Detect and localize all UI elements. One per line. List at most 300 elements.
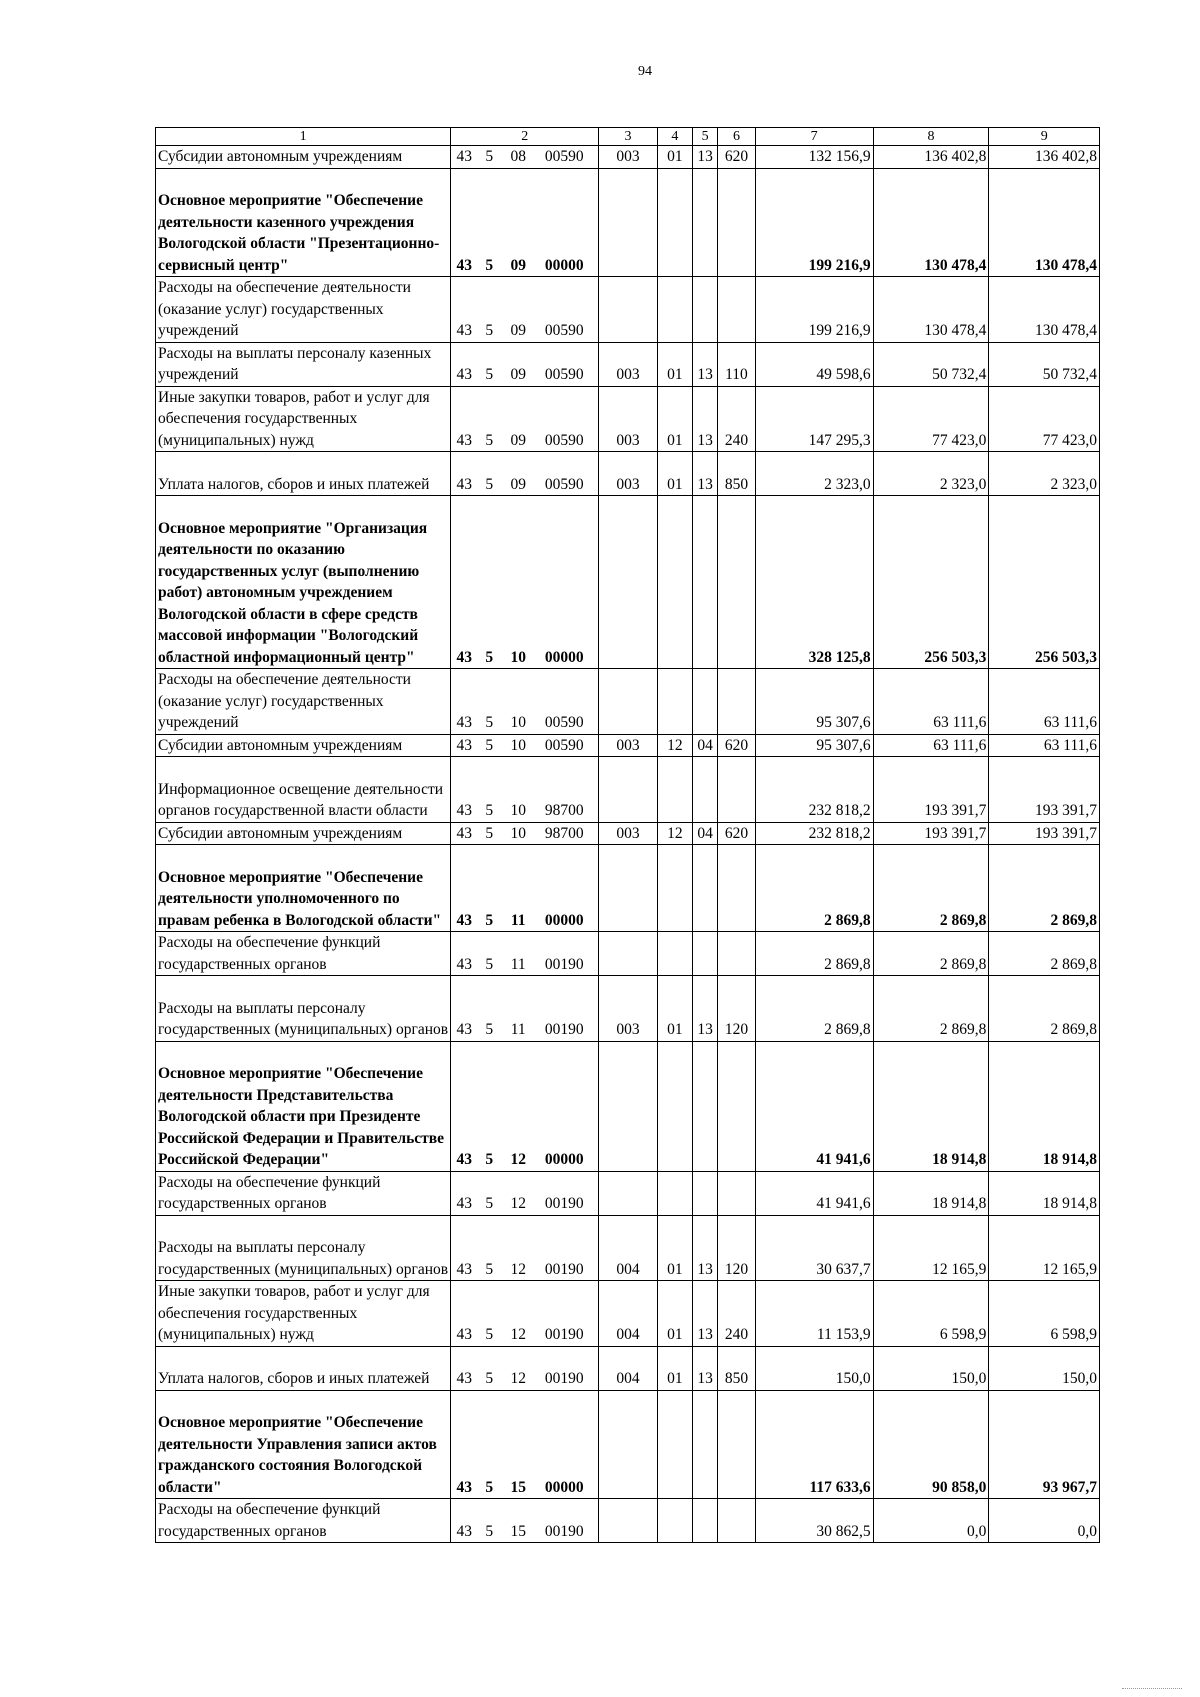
amount-col9: 63 111,6 — [989, 669, 1100, 735]
amount-col7: 132 156,9 — [755, 146, 873, 169]
amount-col9: 18 914,8 — [989, 1041, 1100, 1171]
header-cell: 6 — [718, 128, 756, 146]
amount-col8: 193 391,7 — [873, 757, 989, 823]
amount-col9: 12 165,9 — [989, 1215, 1100, 1281]
col4-cell: 01 — [657, 1215, 692, 1281]
code-part: 5 — [485, 824, 494, 842]
col5-cell: 13 — [693, 976, 718, 1042]
amount-col7: 147 295,3 — [755, 386, 873, 452]
row-name-cell: Субсидии автономным учреждениям — [156, 146, 451, 169]
col6-cell: 850 — [718, 1346, 756, 1390]
row-name-cell: Расходы на обеспечение функций государственных органов — [156, 1499, 451, 1543]
code-cell — [451, 1281, 599, 1347]
col3-cell — [599, 1499, 657, 1543]
col6-cell — [718, 669, 756, 735]
code-part: 5 — [485, 1326, 494, 1343]
header-cell: 9 — [989, 128, 1100, 146]
code-parts — [451, 1477, 598, 1499]
table-row — [156, 845, 1100, 932]
row-name-cell: Расходы на выплаты персоналу государственных (муниципальных) органов — [156, 1215, 451, 1281]
row-name-cell: Основное мероприятие "Обеспечение деятельности казенного учреждения Вологодской области "Презентационно-сервисный центр" — [156, 168, 451, 277]
code-cell — [451, 1390, 599, 1499]
col5-cell: 04 — [693, 734, 718, 757]
code-part: 10 — [510, 736, 526, 754]
col5-cell — [693, 168, 718, 277]
amount-col7: 30 637,7 — [755, 1215, 873, 1281]
amount-col7: 11 153,9 — [755, 1281, 873, 1347]
code-parts — [451, 364, 598, 386]
code-part: 43 — [456, 1326, 472, 1343]
col5-cell — [693, 1041, 718, 1171]
col3-cell: 003 — [599, 822, 657, 845]
code-part: 43 — [456, 802, 472, 819]
col4-cell — [657, 932, 692, 976]
code-part: 43 — [456, 148, 472, 165]
amount-col9: 63 111,6 — [989, 734, 1100, 757]
col3-cell: 004 — [599, 1281, 657, 1347]
col5-cell — [693, 669, 718, 735]
col4-cell: 01 — [657, 976, 692, 1042]
code-part: 5 — [485, 1021, 494, 1038]
row-name-cell: Расходы на обеспечение деятельности (оказание услуг) государственных учреждений — [156, 669, 451, 735]
amount-col7: 30 862,5 — [755, 1499, 873, 1543]
amount-col9: 193 391,7 — [989, 757, 1100, 823]
header-cell: 1 — [156, 128, 451, 146]
code-part: 43 — [456, 431, 472, 449]
code-part: 00190 — [544, 955, 584, 973]
table-row — [156, 1346, 1100, 1390]
code-cell — [451, 1041, 599, 1171]
code-cell — [451, 1346, 599, 1390]
col4-cell: 01 — [657, 452, 692, 496]
code-part: 00190 — [544, 1195, 584, 1212]
code-cell — [451, 845, 599, 932]
code-part: 5 — [485, 256, 494, 274]
amount-col7: 199 216,9 — [755, 168, 873, 277]
code-part: 43 — [456, 322, 472, 339]
col3-cell: 003 — [599, 342, 657, 386]
amount-col7: 95 307,6 — [755, 669, 873, 735]
code-part: 43 — [456, 1260, 472, 1278]
col5-cell — [693, 496, 718, 669]
amount-col9: 2 323,0 — [989, 452, 1100, 496]
code-part: 00590 — [544, 475, 584, 493]
col5-cell: 13 — [693, 1281, 718, 1347]
col6-cell — [718, 932, 756, 976]
code-parts — [451, 910, 598, 932]
code-part: 5 — [485, 1195, 494, 1212]
table-row — [156, 669, 1100, 735]
amount-col8: 2 869,8 — [873, 976, 989, 1042]
code-part: 11 — [510, 1021, 526, 1038]
code-part: 5 — [485, 802, 494, 819]
col6-cell — [718, 845, 756, 932]
col4-cell — [657, 1041, 692, 1171]
code-part: 12 — [510, 1260, 526, 1278]
col6-cell — [718, 757, 756, 823]
table-row — [156, 757, 1100, 823]
col3-cell: 003 — [599, 976, 657, 1042]
col5-cell: 04 — [693, 822, 718, 845]
row-name-cell: Уплата налогов, сборов и иных платежей — [156, 452, 451, 496]
col6-cell: 620 — [718, 146, 756, 169]
table-row — [156, 1499, 1100, 1543]
code-part: 5 — [485, 955, 494, 973]
header-cell: 2 — [451, 128, 599, 146]
code-part: 00590 — [544, 736, 584, 754]
code-part: 10 — [510, 824, 526, 842]
row-name-cell: Расходы на выплаты персоналу государственных (муниципальных) органов — [156, 976, 451, 1042]
amount-col8: 90 858,0 — [873, 1390, 989, 1499]
code-parts — [451, 823, 598, 845]
amount-col9: 18 914,8 — [989, 1171, 1100, 1215]
col4-cell: 12 — [657, 734, 692, 757]
amount-col8: 0,0 — [873, 1499, 989, 1543]
code-part: 43 — [456, 955, 472, 973]
table-row — [156, 822, 1100, 845]
row-name-cell: Иные закупки товаров, работ и услуг для обеспечения государственных (муниципальных) нужд — [156, 1281, 451, 1347]
code-part: 5 — [485, 148, 494, 165]
code-part: 5 — [485, 475, 494, 493]
row-name-cell: Уплата налогов, сборов и иных платежей — [156, 1346, 451, 1390]
code-part: 11 — [510, 955, 526, 973]
amount-col8: 12 165,9 — [873, 1215, 989, 1281]
code-part: 09 — [510, 431, 526, 449]
code-parts — [451, 255, 598, 277]
code-parts — [451, 735, 598, 757]
header-row — [156, 128, 1100, 146]
col4-cell: 12 — [657, 822, 692, 845]
row-name-cell: Информационное освещение деятельности органов государственной власти области — [156, 757, 451, 823]
col4-cell: 01 — [657, 1346, 692, 1390]
code-part: 00590 — [544, 366, 584, 383]
col5-cell: 13 — [693, 1215, 718, 1281]
code-part: 09 — [510, 256, 526, 274]
col5-cell — [693, 1171, 718, 1215]
amount-col9: 256 503,3 — [989, 496, 1100, 669]
code-part: 00190 — [544, 1522, 584, 1540]
code-part: 15 — [510, 1478, 526, 1496]
amount-col9: 150,0 — [989, 1346, 1100, 1390]
code-part: 00190 — [544, 1260, 584, 1278]
code-part: 00190 — [544, 1370, 584, 1387]
code-part: 08 — [510, 148, 526, 165]
col3-cell — [599, 1390, 657, 1499]
col5-cell — [693, 1390, 718, 1499]
col6-cell — [718, 1499, 756, 1543]
code-parts — [451, 1259, 598, 1281]
amount-col7: 232 818,2 — [755, 757, 873, 823]
amount-col8: 256 503,3 — [873, 496, 989, 669]
col4-cell — [657, 277, 692, 343]
col5-cell: 13 — [693, 1346, 718, 1390]
scan-mark — [1122, 1680, 1182, 1689]
amount-col8: 50 732,4 — [873, 342, 989, 386]
col3-cell: 003 — [599, 386, 657, 452]
code-part: 43 — [456, 1478, 472, 1496]
code-part: 43 — [456, 648, 472, 666]
code-cell — [451, 976, 599, 1042]
amount-col7: 2 869,8 — [755, 932, 873, 976]
code-part: 5 — [485, 322, 494, 339]
table-row — [156, 168, 1100, 277]
code-part: 5 — [485, 648, 494, 666]
code-part: 5 — [485, 1478, 494, 1496]
code-part: 00190 — [544, 1326, 584, 1343]
code-parts — [451, 1019, 598, 1041]
row-name-cell: Расходы на обеспечение функций государственных органов — [156, 932, 451, 976]
code-part: 11 — [510, 911, 526, 929]
code-parts — [451, 1368, 598, 1390]
code-cell — [451, 1215, 599, 1281]
code-cell — [451, 386, 599, 452]
table-row — [156, 146, 1100, 169]
table-row — [156, 1281, 1100, 1347]
code-parts — [451, 474, 598, 496]
code-part: 5 — [485, 366, 494, 383]
code-cell — [451, 452, 599, 496]
code-part: 5 — [485, 911, 494, 929]
amount-col9: 77 423,0 — [989, 386, 1100, 452]
amount-col7: 117 633,6 — [755, 1390, 873, 1499]
col6-cell — [718, 1171, 756, 1215]
col6-cell: 850 — [718, 452, 756, 496]
amount-col8: 193 391,7 — [873, 822, 989, 845]
code-cell — [451, 342, 599, 386]
header-cell: 8 — [873, 128, 989, 146]
amount-col8: 63 111,6 — [873, 734, 989, 757]
code-part: 43 — [456, 1195, 472, 1212]
code-parts — [451, 320, 598, 342]
amount-col7: 2 869,8 — [755, 845, 873, 932]
code-part: 43 — [456, 256, 472, 274]
col6-cell: 110 — [718, 342, 756, 386]
code-part: 43 — [456, 1370, 472, 1387]
col6-cell — [718, 1390, 756, 1499]
code-part: 00190 — [544, 1021, 584, 1038]
code-part: 43 — [456, 911, 472, 929]
col3-cell: 004 — [599, 1215, 657, 1281]
code-cell — [451, 669, 599, 735]
code-part: 09 — [510, 366, 526, 383]
code-part: 10 — [510, 648, 526, 666]
code-parts — [451, 954, 598, 976]
col5-cell: 13 — [693, 342, 718, 386]
amount-col7: 328 125,8 — [755, 496, 873, 669]
col3-cell — [599, 277, 657, 343]
amount-col9: 136 402,8 — [989, 146, 1100, 169]
code-part: 5 — [485, 1151, 494, 1168]
code-part: 5 — [485, 1522, 494, 1540]
code-part: 43 — [456, 1151, 472, 1168]
code-parts — [451, 712, 598, 734]
code-part: 5 — [485, 736, 494, 754]
col4-cell: 01 — [657, 146, 692, 169]
budget-table — [155, 127, 1100, 1543]
amount-col8: 63 111,6 — [873, 669, 989, 735]
row-name-cell: Расходы на выплаты персоналу казенных учреждений — [156, 342, 451, 386]
row-name-cell: Субсидии автономным учреждениям — [156, 822, 451, 845]
code-cell — [451, 932, 599, 976]
col6-cell: 120 — [718, 1215, 756, 1281]
col4-cell — [657, 845, 692, 932]
code-part: 00590 — [544, 148, 584, 165]
col5-cell: 13 — [693, 386, 718, 452]
amount-col9: 93 967,7 — [989, 1390, 1100, 1499]
amount-col7: 2 869,8 — [755, 976, 873, 1042]
code-part: 12 — [510, 1370, 526, 1387]
table-row — [156, 976, 1100, 1042]
col3-cell — [599, 496, 657, 669]
row-name-cell: Расходы на обеспечение деятельности (оказание услуг) государственных учреждений — [156, 277, 451, 343]
code-part: 00000 — [544, 256, 584, 274]
col4-cell — [657, 1499, 692, 1543]
col6-cell — [718, 496, 756, 669]
col4-cell — [657, 1390, 692, 1499]
code-cell — [451, 757, 599, 823]
page-number: 94 — [638, 64, 652, 79]
code-part: 12 — [510, 1195, 526, 1212]
col5-cell: 13 — [693, 452, 718, 496]
col3-cell: 004 — [599, 1346, 657, 1390]
amount-col7: 41 941,6 — [755, 1171, 873, 1215]
col3-cell — [599, 669, 657, 735]
code-part: 00000 — [544, 648, 584, 666]
table-row — [156, 1390, 1100, 1499]
amount-col8: 130 478,4 — [873, 168, 989, 277]
amount-col8: 2 869,8 — [873, 932, 989, 976]
table-row — [156, 452, 1100, 496]
code-part: 43 — [456, 736, 472, 754]
amount-col9: 2 869,8 — [989, 932, 1100, 976]
code-part: 5 — [485, 1370, 494, 1387]
header-cell: 5 — [693, 128, 718, 146]
col6-cell — [718, 277, 756, 343]
col5-cell — [693, 845, 718, 932]
table-row — [156, 734, 1100, 757]
col3-cell — [599, 757, 657, 823]
amount-col9: 50 732,4 — [989, 342, 1100, 386]
col5-cell — [693, 277, 718, 343]
row-name-cell: Основное мероприятие "Обеспечение деятельности уполномоченного по правам ребенка в Вологодской области" — [156, 845, 451, 932]
code-part: 43 — [456, 824, 472, 842]
code-cell — [451, 822, 599, 845]
code-cell — [451, 168, 599, 277]
code-cell — [451, 496, 599, 669]
code-part: 43 — [456, 1021, 472, 1038]
code-cell — [451, 734, 599, 757]
code-parts — [451, 800, 598, 822]
amount-col8: 2 323,0 — [873, 452, 989, 496]
amount-col9: 2 869,8 — [989, 976, 1100, 1042]
code-parts — [451, 430, 598, 452]
code-part: 00590 — [544, 714, 584, 731]
amount-col9: 193 391,7 — [989, 822, 1100, 845]
code-parts — [451, 647, 598, 669]
row-name-cell: Основное мероприятие "Организация деятельности по оказанию государственных услуг (выполнению работ) автономным учреждением Вологодской области в сфере средств массовой информации "Вологодский областной информационный центр" — [156, 496, 451, 669]
code-cell — [451, 1499, 599, 1543]
code-part: 00000 — [544, 1151, 584, 1168]
code-part: 5 — [485, 431, 494, 449]
col3-cell — [599, 1171, 657, 1215]
col3-cell — [599, 168, 657, 277]
amount-col7: 41 941,6 — [755, 1041, 873, 1171]
code-cell — [451, 277, 599, 343]
code-parts — [451, 146, 598, 168]
col5-cell — [693, 757, 718, 823]
col3-cell: 003 — [599, 734, 657, 757]
header-cell: 3 — [599, 128, 657, 146]
amount-col8: 2 869,8 — [873, 845, 989, 932]
col3-cell — [599, 845, 657, 932]
table-row — [156, 277, 1100, 343]
row-name-cell: Иные закупки товаров, работ и услуг для обеспечения государственных (муниципальных) нужд — [156, 386, 451, 452]
col3-cell — [599, 932, 657, 976]
col4-cell: 01 — [657, 1281, 692, 1347]
col4-cell — [657, 757, 692, 823]
amount-col9: 2 869,8 — [989, 845, 1100, 932]
amount-col8: 18 914,8 — [873, 1041, 989, 1171]
code-part: 15 — [510, 1522, 526, 1540]
code-part: 43 — [456, 714, 472, 731]
amount-col7: 232 818,2 — [755, 822, 873, 845]
col5-cell — [693, 932, 718, 976]
amount-col8: 18 914,8 — [873, 1171, 989, 1215]
col6-cell — [718, 1041, 756, 1171]
code-part: 12 — [510, 1326, 526, 1343]
col4-cell — [657, 168, 692, 277]
table-body — [156, 128, 1100, 1543]
header-cell: 4 — [657, 128, 692, 146]
row-name-cell: Основное мероприятие "Обеспечение деятельности Представительства Вологодской области при Президенте Российской Федерации и Правительстве Российской Федерации" — [156, 1041, 451, 1171]
header-cell: 7 — [755, 128, 873, 146]
col3-cell — [599, 1041, 657, 1171]
code-part: 5 — [485, 1260, 494, 1278]
amount-col7: 49 598,6 — [755, 342, 873, 386]
amount-col8: 77 423,0 — [873, 386, 989, 452]
table-row — [156, 1215, 1100, 1281]
code-part: 09 — [510, 475, 526, 493]
amount-col7: 199 216,9 — [755, 277, 873, 343]
col6-cell — [718, 168, 756, 277]
code-part: 98700 — [544, 802, 584, 819]
col5-cell: 13 — [693, 146, 718, 169]
table-row — [156, 342, 1100, 386]
code-part: 00590 — [544, 322, 584, 339]
table-row — [156, 1041, 1100, 1171]
code-parts — [451, 1521, 598, 1543]
col6-cell: 620 — [718, 822, 756, 845]
col4-cell — [657, 496, 692, 669]
amount-col8: 136 402,8 — [873, 146, 989, 169]
col5-cell — [693, 1499, 718, 1543]
amount-col9: 0,0 — [989, 1499, 1100, 1543]
row-name-cell: Расходы на обеспечение функций государственных органов — [156, 1171, 451, 1215]
table-row — [156, 386, 1100, 452]
table-row — [156, 932, 1100, 976]
table-row — [156, 496, 1100, 669]
code-cell — [451, 1171, 599, 1215]
col4-cell: 01 — [657, 386, 692, 452]
amount-col7: 2 323,0 — [755, 452, 873, 496]
col6-cell: 120 — [718, 976, 756, 1042]
amount-col8: 130 478,4 — [873, 277, 989, 343]
code-part: 12 — [510, 1151, 526, 1168]
code-part: 43 — [456, 1522, 472, 1540]
table-row — [156, 1171, 1100, 1215]
col6-cell: 620 — [718, 734, 756, 757]
amount-col9: 130 478,4 — [989, 168, 1100, 277]
